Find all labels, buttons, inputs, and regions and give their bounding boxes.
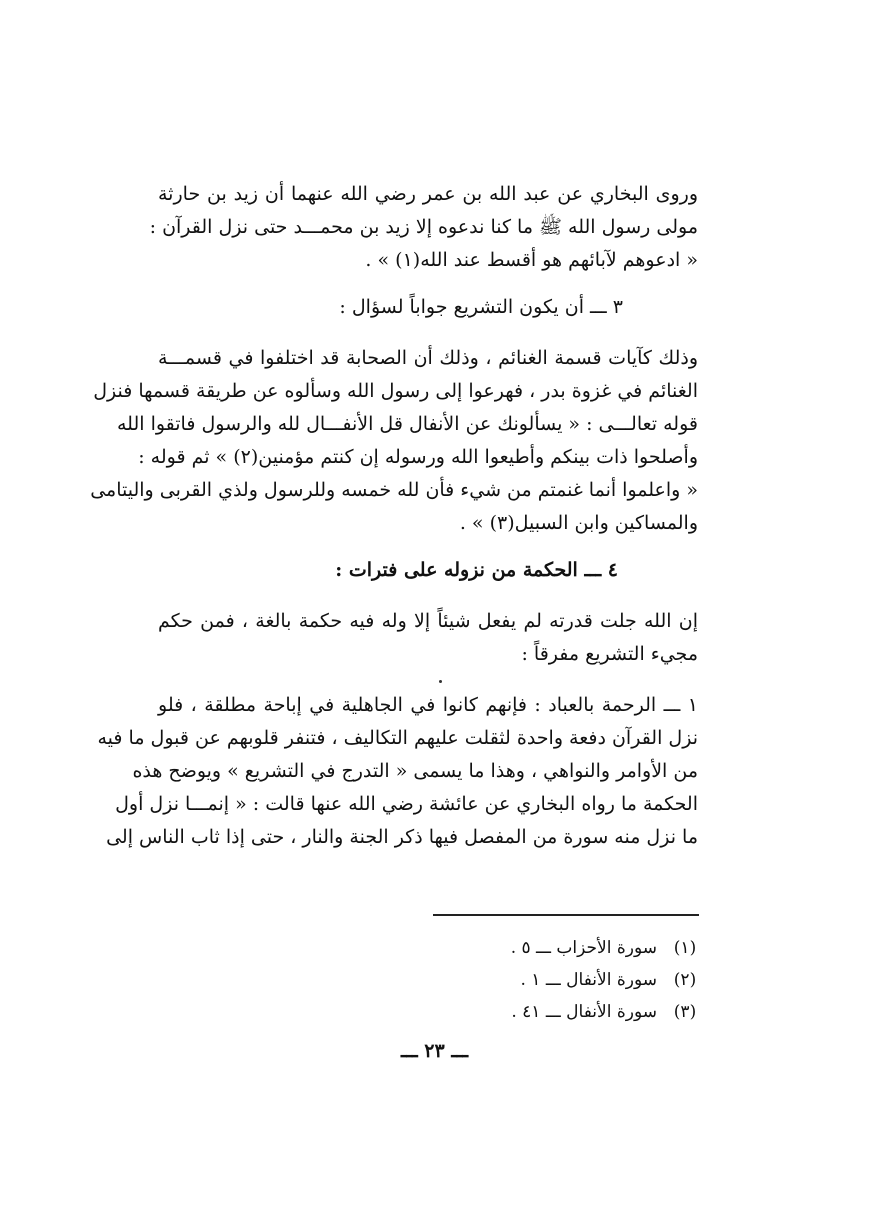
text-line: نزل القرآن دفعة واحدة لثقلت عليهم التكاليف ، فتنفر قلوبهم عن قبول ما فيه [97, 727, 698, 749]
text-line: وذلك كآيات قسمة الغنائم ، وذلك أن الصحابة قد اختلفوا في قسمـــة [158, 347, 698, 369]
text-line: الغنائم في غزوة بدر ، فهرعوا إلى رسول الله وسألوه عن طريقة قسمها فنزل [93, 380, 698, 402]
paragraph-spoils [90, 342, 698, 540]
text-line: وروى البخاري عن عبد الله بن عمر رضي الله عنهما أن زيد بن حارثة [158, 183, 698, 205]
text-line: ما نزل منه سورة من المفصل فيها ذكر الجنة والنار ، حتى إذا ثاب الناس إلى [106, 826, 698, 848]
text-line: من الأوامر والنواهي ، وهذا ما يسمى « التدرج في التشريع » ويوضح هذه [132, 760, 698, 782]
paragraph-wisdom [158, 605, 698, 671]
text-line: « واعلموا أنما غنمتم من شيء فأن لله خمسه وللرسول ولذي القربى واليتامى [90, 479, 698, 501]
footnote-text: سورة الأحزاب ـــ ٥ . [510, 938, 657, 958]
text-line: وأصلحوا ذات بينكم وأطيعوا الله ورسوله إن كنتم مؤمنين(٢) » ثم قوله : [138, 446, 698, 468]
text-line: مجيء التشريع مفرقاً : [521, 643, 698, 665]
section-heading-3: ٣ ـــ أن يكون التشريع جواباً لسؤال : [339, 296, 623, 318]
footnote-text: سورة الأنفال ـــ ١ . [520, 970, 657, 990]
footnote-number: (١) [673, 938, 697, 958]
footnote-item [433, 932, 699, 964]
paragraph-bukhari-zayd [149, 178, 698, 277]
paragraph-mercy [97, 689, 698, 854]
footnote-item [433, 964, 699, 996]
footnote-text: سورة الأنفال ـــ ٤١ . [511, 1002, 657, 1022]
page-number: ـــ ٢٣ ـــ [400, 1040, 469, 1062]
footnotes [433, 932, 699, 1028]
section-heading-4: ٤ ـــ الحكمة من نزوله على فترات : [335, 559, 618, 581]
footnote-divider [433, 914, 699, 916]
text-line: مولى رسول الله ﷺ ما كنا ندعوه إلا زيد بن محمـــد حتى نزل القرآن : [149, 216, 698, 238]
text-line: والمساكين وابن السبيل(٣) » . [459, 512, 698, 534]
footnote-number: (٣) [673, 1002, 697, 1022]
text-line: قوله تعالـــى : « يسألونك عن الأنفال قل الأنفـــال لله والرسول فاتقوا الله [116, 413, 698, 435]
text-line: إن الله جلت قدرته لم يفعل شيئاً إلا وله فيه حكمة بالغة ، فمن حكم [158, 610, 698, 632]
footnote-number: (٢) [673, 970, 697, 990]
footnote-item [433, 996, 699, 1028]
ink-speck [439, 680, 442, 683]
body-text [90, 178, 698, 854]
text-line: الحكمة ما رواه البخاري عن عائشة رضي الله عنها قالت : « إنمـــا نزل أول [115, 793, 698, 815]
text-line: ١ ـــ الرحمة بالعباد : فإنهم كانوا في الجاهلية في إباحة مطلقة ، فلو [158, 694, 698, 716]
text-line: « ادعوهم لآبائهم هو أقسط عند الله(١) » . [365, 249, 698, 271]
